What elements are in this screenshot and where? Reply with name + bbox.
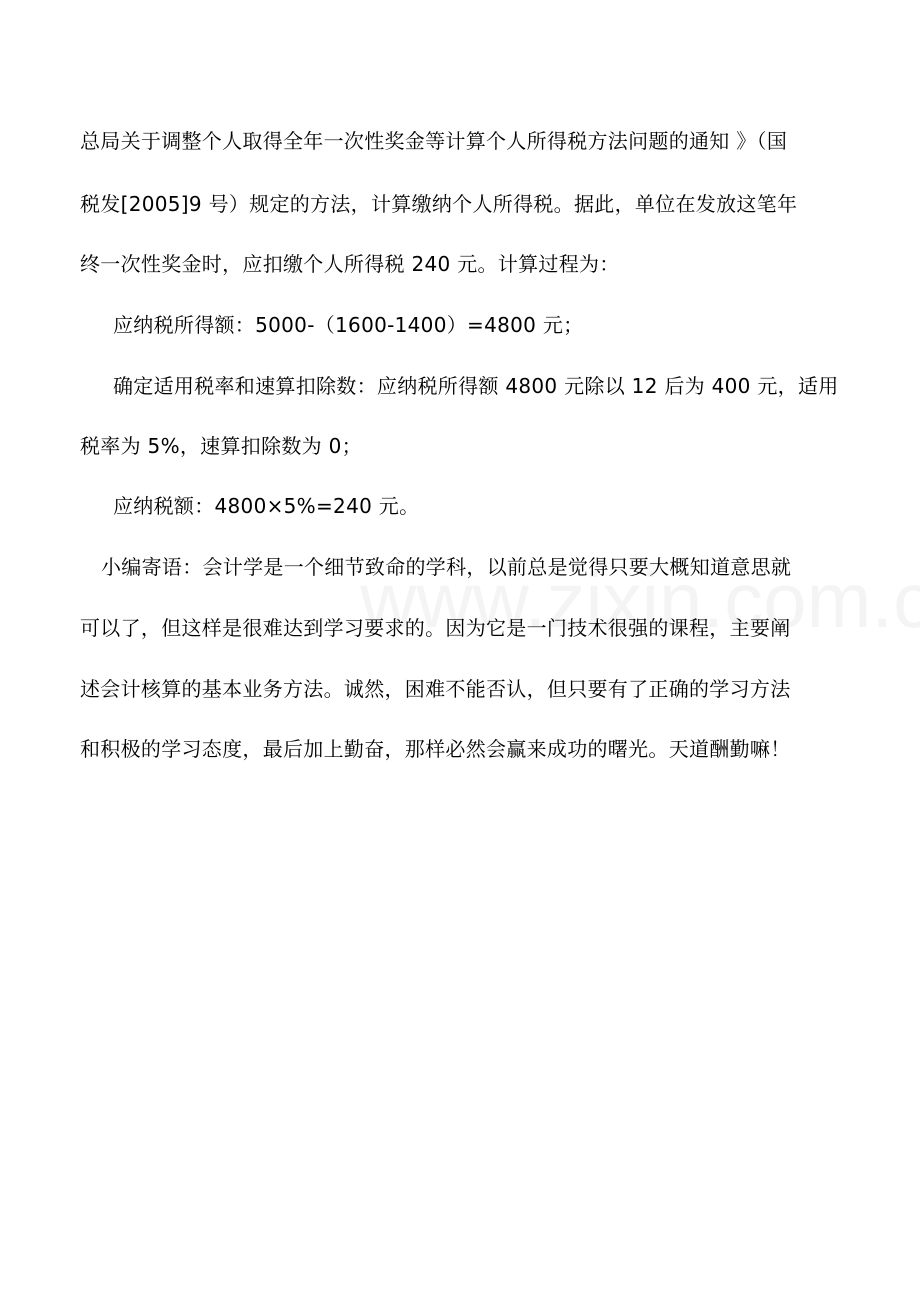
text-line: 终一次性奖金时，应扣缴个人所得税 240 元。计算过程为： (80, 252, 620, 276)
text-line: 税率为 5%，速算扣除数为 0； (80, 434, 362, 458)
text-line: 确定适用税率和速算扣除数：应纳税所得额 4800 元除以 12 后为 400 元，适用 (113, 374, 839, 398)
text-line: 应纳税额：4800×5%=240 元。 (113, 494, 420, 518)
text-line: 述会计核算的基本业务方法。诚然，困难不能否认，但只要有了正确的学习方法 (80, 677, 791, 701)
text-line: 应纳税所得额：5000-（1600-1400）=4800 元； (113, 313, 584, 337)
text-line: 总局关于调整个人取得全年一次性奖金等计算个人所得税方法问题的通知 》（国 (80, 129, 788, 153)
text-line: 可以了，但这样是很难达到学习要求的。因为它是一门技术很强的课程，主要阐 (80, 616, 791, 640)
text-line: 税发[2005]9 号）规定的方法，计算缴纳个人所得税。据此，单位在发放这笔年 (80, 192, 798, 216)
text-line: 小编寄语：会计学是一个细节致命的学科，以前总是觉得只要大概知道意思就 (101, 555, 792, 579)
text-line: 和积极的学习态度，最后加上勤奋，那样必然会赢来成功的曙光。天道酬勤嘛！ (80, 737, 791, 761)
